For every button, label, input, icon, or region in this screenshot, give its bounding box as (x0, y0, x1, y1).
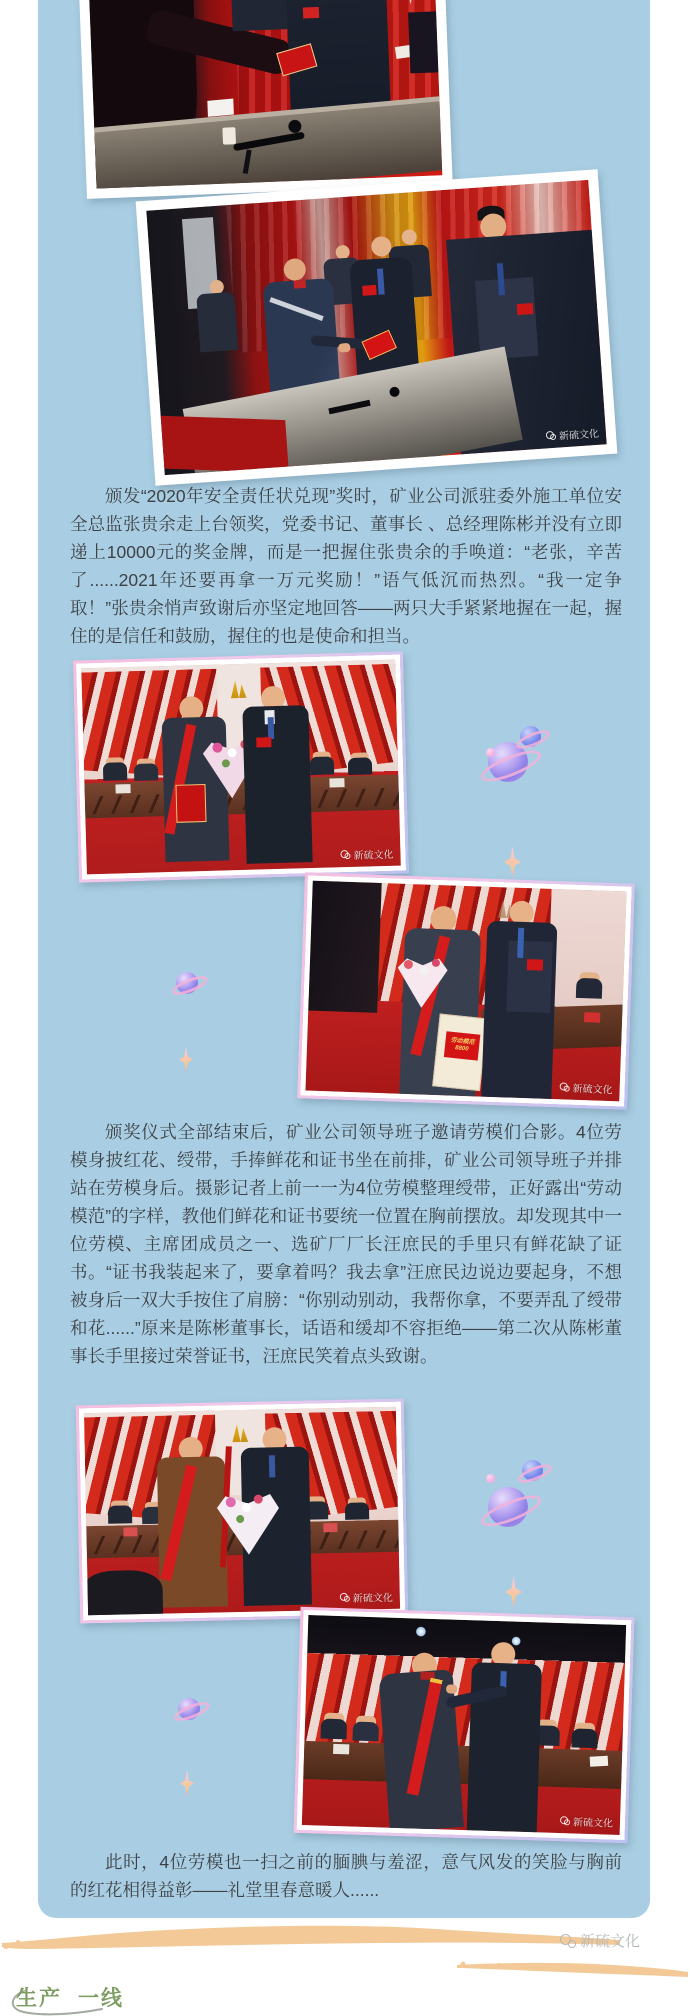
brand-logo-icon (546, 431, 557, 441)
sign-line2: 8800 (454, 1045, 469, 1053)
seated-figure (103, 762, 127, 781)
delegate-badge (362, 285, 377, 296)
table-card-red (584, 1012, 600, 1023)
leader-tie (268, 717, 275, 739)
photo-laomo-flowers-1[interactable] (73, 651, 409, 882)
red-collar (293, 279, 306, 288)
seated-figure (352, 1722, 379, 1742)
tag-word-2: 一线 (78, 1987, 124, 2010)
photo-award-handshake-1[interactable] (77, 0, 452, 199)
seated-figure (134, 763, 158, 781)
person-suit (230, 0, 292, 31)
seated-figure (310, 756, 334, 775)
watermark-text: 新硫文化 (572, 1817, 614, 1830)
table-card (333, 1744, 349, 1754)
photo-watermark (340, 1589, 393, 1605)
photo-watermark (559, 1079, 612, 1096)
photo-award-handshake-2[interactable] (136, 169, 618, 486)
table-card (329, 779, 344, 788)
watermark-text: 新硫文化 (353, 849, 394, 862)
bouquet-flower (404, 959, 413, 968)
paragraph-1: 颁发“2020年安全责任状兑现”奖时，矿业公司派驻委外施工单位安全总监张贵余走上台领奖，党委书记、董事长 、总经理陈彬并没有立即递上10000元的奖金牌，而是一把握住张贵余的手唤道：“老张，辛苦了......2021年还要再拿一万元奖励！”语气低沉而热烈。“我一定争取！”张贵余悄声致谢后亦坚定地回答——两只大手紧紧地握在一起，握住的是信任和鼓励，握住的也是使命和担当。 (70, 486, 622, 646)
brand-logo-icon (340, 850, 350, 859)
brand-logo-icon (340, 1593, 350, 1602)
seated-figure (576, 978, 603, 999)
table-card-red (124, 1527, 138, 1536)
seated-figure (345, 1502, 369, 1519)
watermark-text: 新硫文化 (352, 1592, 393, 1605)
photo4-scene (305, 881, 626, 1102)
attendee-silhouette (408, 12, 438, 74)
brush-stroke-bottom (455, 1955, 690, 1979)
red-certificate (176, 784, 207, 823)
saturn-planet-small-icon (522, 1460, 543, 1481)
handshake-hands (338, 343, 351, 353)
sign-line1: 劳动模范 (450, 1038, 475, 1047)
seated-figure (320, 1718, 347, 1739)
photo-watermark (560, 1813, 613, 1830)
saturn-planet-small-icon (178, 1698, 200, 1720)
bouquet-flower (419, 966, 428, 975)
foreground-silhouette (84, 1569, 163, 1615)
footer-brand-watermark (560, 1930, 640, 1951)
near-man-sweater (475, 277, 538, 360)
laomo-award-sign (444, 1031, 481, 1060)
delegate-badge (256, 737, 271, 747)
category-tag[interactable] (16, 1982, 124, 2012)
red-carpet (161, 416, 289, 473)
photo6-scene (302, 1615, 626, 1835)
photo-laomo-flowers-2[interactable] (297, 872, 635, 1109)
photo5-scene (84, 1407, 400, 1615)
photo3-scene (81, 660, 401, 875)
watermark-text: 新硫文化 (572, 1083, 613, 1097)
crowd-body (197, 292, 239, 353)
seated-figure (571, 1728, 598, 1748)
photo-sash-draping[interactable] (294, 1607, 635, 1843)
saturn-planet-small-icon (520, 726, 541, 747)
seated-figure (108, 1505, 132, 1523)
bouquet-flower (236, 1515, 244, 1523)
photo-laomo-flowers-3[interactable] (76, 1399, 408, 1624)
footer-brand-text: 新硫文化 (580, 1933, 641, 1950)
paragraph-3: 此时，4位劳模也一扫之前的腼腆与羞涩，意气风发的笑脸与胸前的红花相得益彰——礼堂里春意暖人...... (70, 1852, 622, 1900)
brush-stroke-top (0, 1922, 625, 1954)
pink-dot-icon (486, 748, 495, 757)
delegate-badge (517, 303, 534, 315)
saturn-planet-large-icon (488, 1487, 528, 1527)
ceiling-light (511, 1636, 520, 1645)
photo2-scene (146, 180, 606, 475)
delegate-badge (526, 959, 542, 971)
table-card (207, 98, 234, 116)
bouquet-flower (242, 1503, 251, 1512)
seated-figure (348, 757, 372, 775)
tag-word-1: 生产 (16, 1987, 62, 2010)
table-card-red (323, 1523, 337, 1532)
bouquet-flower (222, 759, 230, 767)
delegate-badge (303, 7, 319, 19)
table-card (116, 784, 131, 793)
brand-logo-icon (560, 1934, 576, 1948)
saturn-planet-small-icon (176, 972, 198, 994)
table-paper (590, 1756, 609, 1767)
photo1-scene (88, 0, 443, 189)
leader-tie (517, 928, 524, 958)
brand-logo-icon (560, 1082, 570, 1091)
brand-logo-icon (560, 1816, 570, 1825)
paper-cup (222, 127, 236, 144)
leader-sweater (506, 940, 552, 1013)
leader-tie (269, 1456, 275, 1478)
leader-body (242, 705, 312, 863)
pink-dot-icon (486, 1474, 495, 1483)
paragraph-2: 颁奖仪式全部结束后，矿业公司领导班子邀请劳模们合影。4位劳模身披红花、绶带，手捧鲜花和证书坐在前排，矿业公司领导班子并排站在劳模身后。摄影记者上前一一为4位劳模整理绶带，正好露出“劳动模范”的字样，教他们鲜花和证书要统一位置在胸前摆放。却发现其中一位劳模、主席团成员之一、选矿厂厂长汪庶民的手里只有鲜花缺了证书。“证书我装起来了，要拿着吗？我去拿”汪庶民边说边要起身，不想被身后一双大手按住了肩膀：“你别动别动，我帮你拿，不要弄乱了绶带和花......”原来是陈彬董事长，话语和缓却不容拒绝——第二次从陈彬董事长手里接过荣誉证书，汪庶民笑着点头致谢。 (70, 1122, 622, 1366)
watermark-text: 新硫文化 (558, 428, 600, 443)
dark-audience-area (308, 881, 382, 1014)
leader-hand (446, 1685, 457, 1694)
photo-watermark (340, 846, 393, 862)
